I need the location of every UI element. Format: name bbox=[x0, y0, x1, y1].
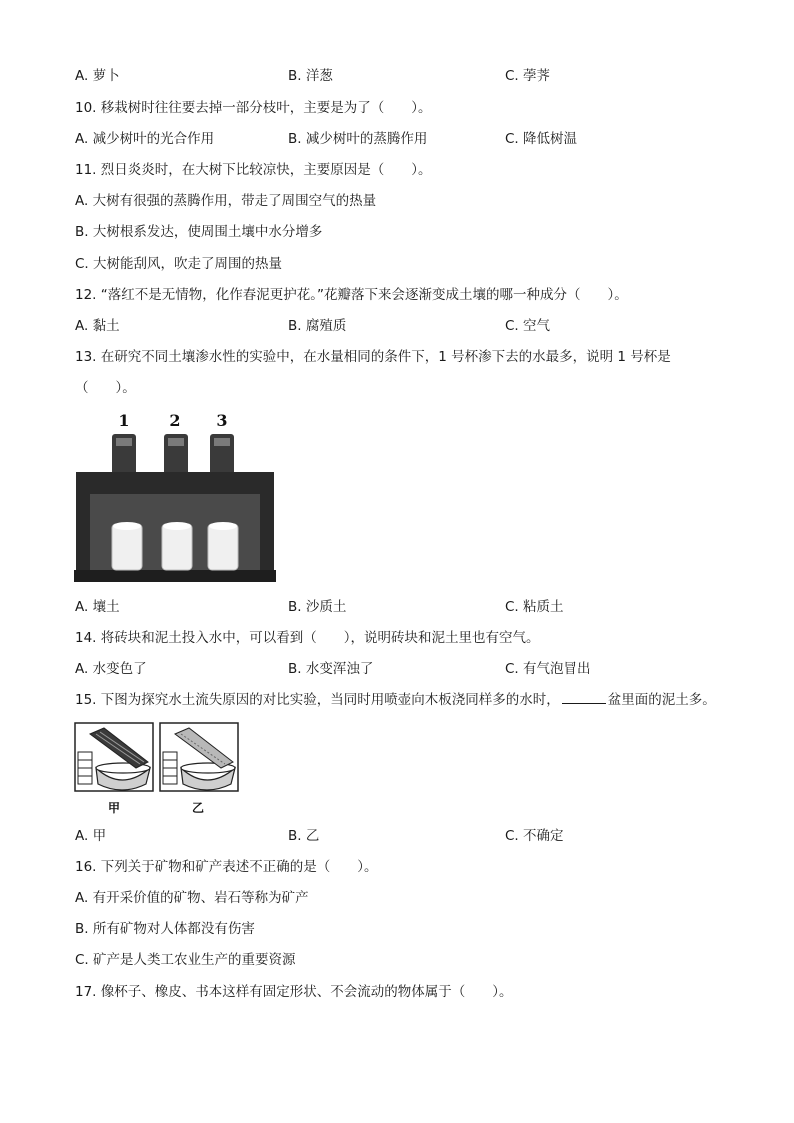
q15-question-before: 15. 下图为探究水土流失原因的对比实验，当同时用喷壶向木板浇同样多的水时， bbox=[75, 692, 560, 708]
q11-question: 11. 烈日炎炎时，在大树下比较凉快，主要原因是（ ）。 bbox=[75, 162, 432, 178]
q13-question-line1: 13. 在研究不同土壤渗水性的实验中，在水量相同的条件下，1 号杯渗下去的水最多，说明 1 号杯是 bbox=[75, 349, 671, 365]
q17-question: 17. 像杯子、橡皮、书本这样有固定形状、不会流动的物体属于（ ）。 bbox=[75, 984, 513, 1000]
q16-option-a: A. 有开采价值的矿物、岩石等称为矿产 bbox=[75, 890, 309, 906]
q10-option-b: B. 减少树叶的蒸腾作用 bbox=[288, 131, 428, 147]
q11-option-a: A. 大树有很强的蒸腾作用，带走了周围空气的热量 bbox=[75, 193, 377, 209]
q13-cup-label-2: 2 bbox=[169, 411, 181, 430]
q12-option-c: C. 空气 bbox=[505, 318, 551, 334]
q13-question-line2: （ ）。 bbox=[75, 380, 136, 396]
q15-label-jia: 甲 bbox=[107, 801, 121, 815]
q13-soil-rack-figure bbox=[74, 410, 276, 582]
q13-cup-label-3: 3 bbox=[216, 411, 228, 430]
q11-option-b: B. 大树根系发达，使周围土壤中水分增多 bbox=[75, 224, 323, 240]
q16-option-c: C. 矿产是人类工农业生产的重要资源 bbox=[75, 952, 296, 968]
q11-option-c: C. 大树能刮风，吹走了周围的热量 bbox=[75, 256, 283, 272]
q15-answer-blank bbox=[562, 691, 606, 704]
q13-option-b: B. 沙质土 bbox=[288, 599, 347, 615]
q12-option-a: A. 黏土 bbox=[75, 318, 120, 334]
q15-question bbox=[75, 691, 716, 709]
q9-option-c: C. 荸荠 bbox=[505, 68, 551, 84]
q15-option-c: C. 不确定 bbox=[505, 828, 564, 844]
q9-option-a: A. 萝卜 bbox=[75, 68, 120, 84]
q12-option-b: B. 腐殖质 bbox=[288, 318, 347, 334]
q13-cup-label-1: 1 bbox=[118, 411, 130, 430]
q15-question-after: 盆里面的泥土多。 bbox=[607, 692, 716, 708]
q14-option-c: C. 有气泡冒出 bbox=[505, 661, 591, 677]
q13-option-c: C. 粘质土 bbox=[505, 599, 564, 615]
q12-question: 12. “落红不是无情物，化作春泥更护花。”花瓣落下来会逐渐变成土壤的哪一种成分（ ）。 bbox=[75, 287, 628, 303]
q15-soil-erosion-figure bbox=[74, 722, 240, 820]
q15-label-yi: 乙 bbox=[191, 801, 205, 815]
q10-option-c: C. 降低树温 bbox=[505, 131, 578, 147]
q15-option-a: A. 甲 bbox=[75, 828, 107, 844]
q16-question: 16. 下列关于矿物和矿产表述不正确的是（ ）。 bbox=[75, 859, 378, 875]
q14-option-a: A. 水变色了 bbox=[75, 661, 147, 677]
q13-option-a: A. 壤土 bbox=[75, 599, 120, 615]
q15-option-b: B. 乙 bbox=[288, 828, 320, 844]
q9-option-b: B. 洋葱 bbox=[288, 68, 333, 84]
q16-option-b: B. 所有矿物对人体都没有伤害 bbox=[75, 921, 255, 937]
q14-option-b: B. 水变浑浊了 bbox=[288, 661, 374, 677]
q10-option-a: A. 减少树叶的光合作用 bbox=[75, 131, 215, 147]
q10-question: 10. 移栽树时往往要去掉一部分枝叶，主要是为了（ ）。 bbox=[75, 100, 432, 116]
q14-question: 14. 将砖块和泥土投入水中，可以看到（ ），说明砖块和泥土里也有空气。 bbox=[75, 630, 540, 646]
